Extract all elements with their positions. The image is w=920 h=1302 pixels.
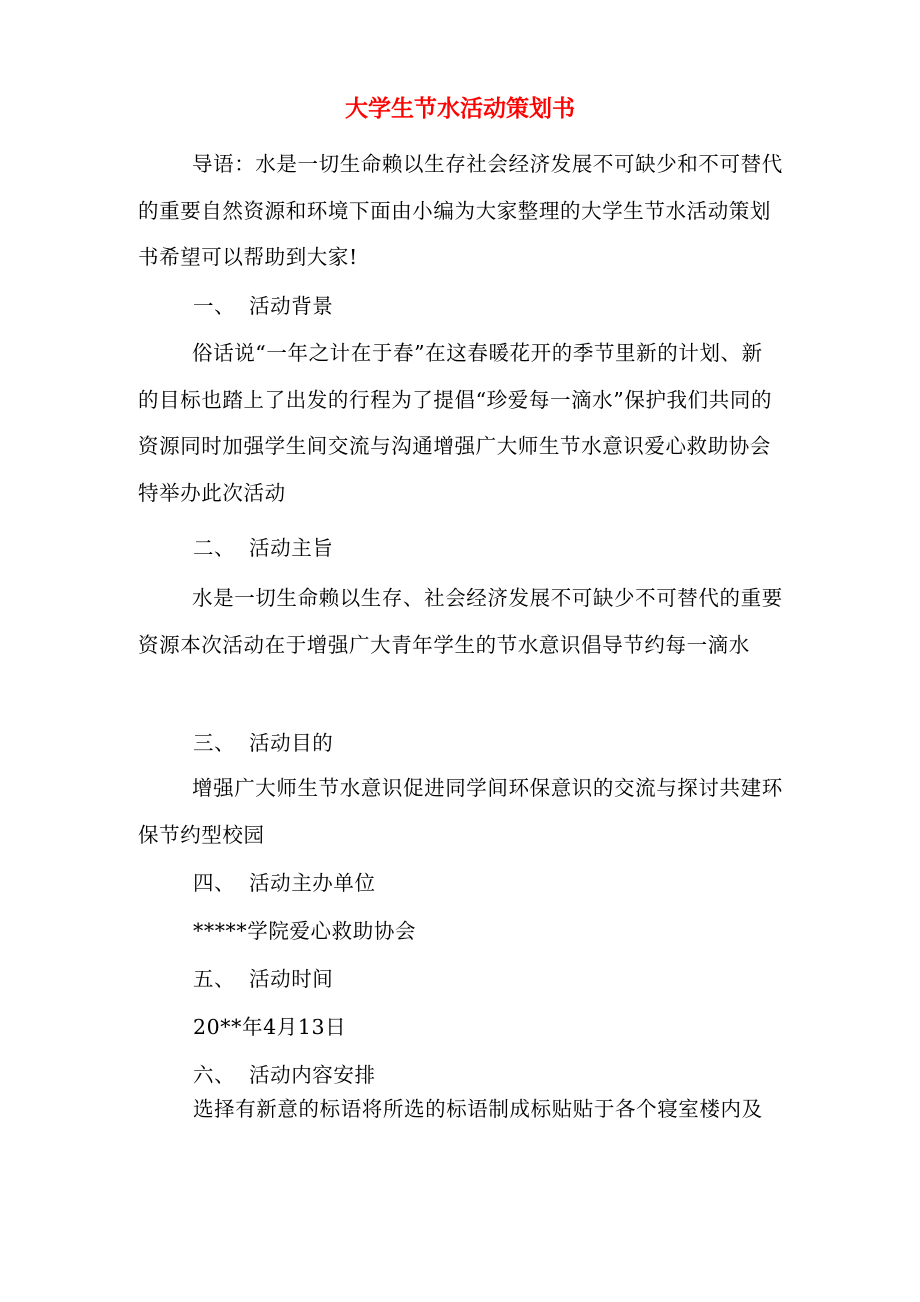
section-number: 三、 [193,731,236,755]
section-heading-text: 活动主办单位 [249,871,376,895]
section-heading-5 [193,962,333,996]
section-heading-2 [193,531,333,565]
section-body-6: 选择有新意的标语将所选的标语制成标贴贴于各个寝室楼内及 [193,1097,763,1121]
section-number: 六、 [193,1063,236,1087]
section-body-4: *****学院爱心救助协会 [193,919,417,943]
section-heading-text: 活动时间 [249,967,334,991]
section-body-3: 增强广大师生节水意识促进同学间环保意识的交流与探讨共建环保节约型校园 [138,776,783,847]
section-number: 一、 [193,294,236,318]
section-heading-4 [193,866,376,900]
section-heading-1 [193,289,333,323]
section-number: 五、 [193,967,236,991]
section-body-5: 20**年4月13日 [193,1015,347,1039]
section-body-1: 俗话说“一年之计在于春”在这春暖花开的季节里新的计划、新的目标也踏上了出发的行程为了提倡“珍爱每一滴水”保护我们共同的资源同时加强学生间交流与沟通增强广大师生节水意识爱心救助协会特举办此次活动 [138,341,773,505]
section-number: 二、 [193,536,236,560]
section-body-2: 水是一切生命赖以生存、社会经济发展不可缺少不可替代的重要资源本次活动在于增强广大青年学生的节水意识倡导节约每一滴水 [138,586,783,657]
section-heading-text: 活动背景 [249,294,334,318]
section-heading-6 [193,1058,376,1092]
section-heading-3 [193,726,333,760]
section-heading-text: 活动主旨 [249,536,334,560]
document-title: 大学生节水活动策划书 [345,95,575,122]
section-number: 四、 [193,871,236,895]
section-heading-text: 活动目的 [249,731,334,755]
section-heading-text: 活动内容安排 [249,1063,376,1087]
intro-paragraph: 导语：水是一切生命赖以生存社会经济发展不可缺少和不可替代的重要自然资源和环境下面由小编为大家整理的大学生节水活动策划书希望可以帮助到大家! [138,152,783,269]
